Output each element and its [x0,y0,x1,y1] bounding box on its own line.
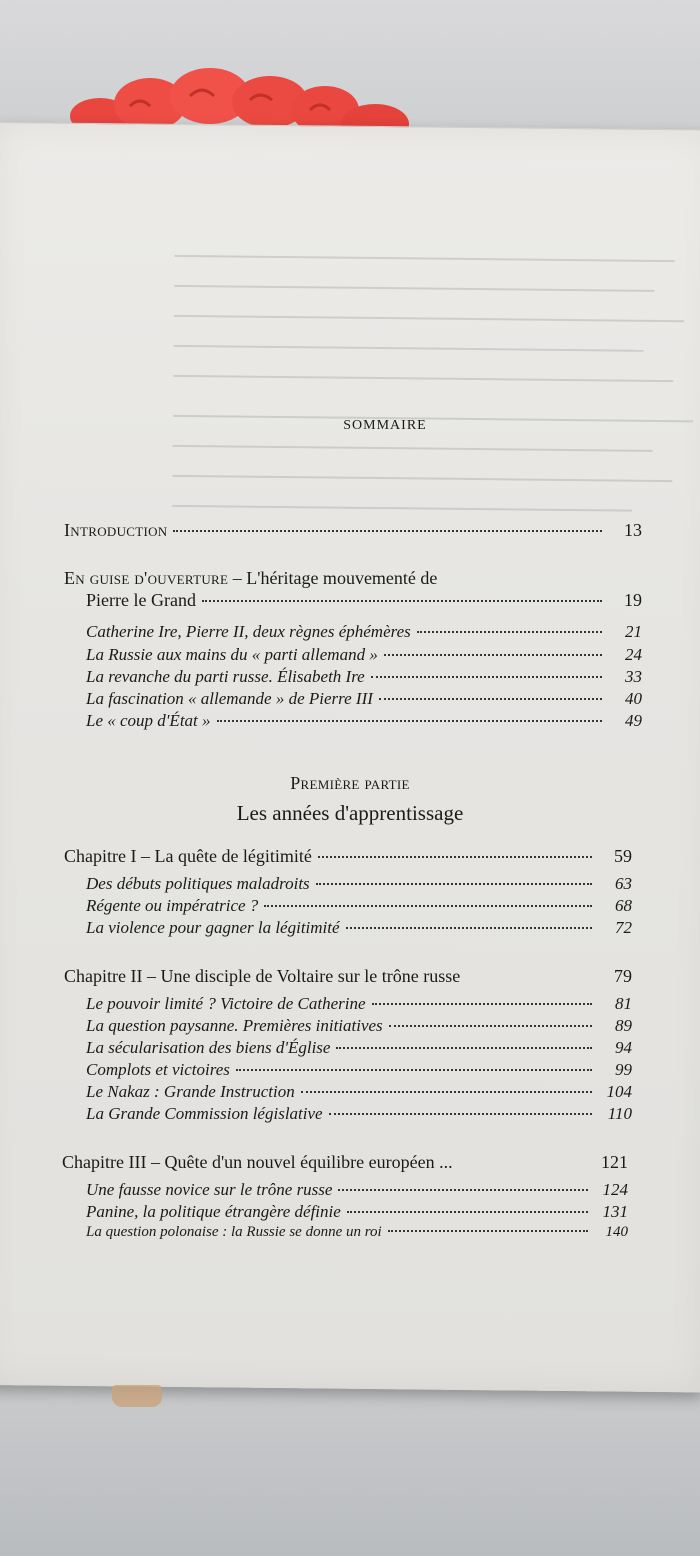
entry-page: 104 [606,1082,632,1101]
entry-label: Chapitre I – La quête de légitimité [64,846,312,866]
ouverture-prefix: En guise d'ouverture [64,568,229,588]
entry-label: La Grande Commission législative [86,1104,323,1123]
dot-leader [372,1003,592,1005]
dot-leader [264,905,592,907]
entry-label: Pierre le Grand [86,590,196,610]
entry-label: Panine, la politique étrangère définie [86,1202,341,1221]
dot-leader [173,530,602,532]
toc-chapter [64,966,632,987]
entry-label: Des débuts politiques maladroits [86,874,310,893]
entry-label: La Russie aux mains du « parti allemand » [86,645,378,664]
dot-leader [202,600,602,602]
entry-page: 49 [625,711,642,730]
dot-leader [316,883,592,885]
entry-label: Catherine Ire, Pierre II, deux règnes éphémères [86,622,411,641]
dot-leader [318,856,592,858]
toc-subentry [86,874,632,894]
dot-leader [336,1047,592,1049]
toc-subentry [86,1082,632,1102]
toc-chapter [64,846,632,867]
dot-leader [384,654,602,656]
toc-subentry [86,994,632,1014]
entry-page: 68 [615,896,632,915]
entry-label: Le « coup d'État » [86,711,211,730]
entry-page: 59 [614,846,632,866]
entry-label: Une fausse novice sur le trône russe [86,1180,333,1199]
entry-label: La sécularisation des biens d'Église [86,1038,331,1057]
entry-label: Régente ou impératrice ? [86,896,259,915]
dot-leader [338,1189,588,1191]
entry-page: 21 [625,622,642,641]
toc-subentry [86,896,632,916]
entry-page: 81 [615,994,632,1013]
dot-leader [347,1211,588,1213]
toc-subentry [86,622,642,642]
entry-label: La revanche du parti russe. Élisabeth Ire [86,667,365,686]
dot-leader [301,1091,592,1093]
entry-page: 63 [615,874,632,893]
toc-chapter [62,1152,628,1173]
entry-page: 72 [615,918,632,937]
part-title: Les années d'apprentissage [236,801,464,825]
entry-page: 121 [601,1152,628,1172]
entry-page: 131 [602,1202,628,1221]
dot-leader [389,1025,592,1027]
entry-label: Complots et victoires [86,1060,230,1079]
entry-label: La question paysanne. Premières initiatives [86,1016,383,1035]
entry-label: Le Nakaz : Grande Instruction [86,1082,295,1101]
dot-leader [346,927,592,929]
toc-subentry [86,1180,628,1200]
entry-page: 79 [614,966,632,986]
entry-page: 99 [615,1060,632,1079]
part-heading: Première partie [290,773,410,793]
toc-subentry [86,689,642,709]
dot-leader [236,1069,592,1071]
dot-leader [329,1113,592,1115]
toc-subentry [86,645,642,665]
entry-label: La violence pour gagner la légitimité [86,918,340,937]
entry-page: 89 [615,1016,632,1035]
dot-leader [388,1230,588,1232]
entry-page: 19 [624,590,642,610]
entry-label: Chapitre III – Quête d'un nouvel équilibre européen ... [62,1152,453,1172]
toc-entry-ouverture [86,590,642,611]
toc-subentry [86,711,642,731]
entry-label: Chapitre II – Une disciple de Voltaire sur le trône russe [64,966,461,986]
dot-leader [417,631,602,633]
entry-page: 110 [607,1104,632,1123]
toc-subentry [86,918,632,938]
ouverture-title-part1: – L'héritage mouvementé de [232,568,438,588]
entry-label: Introduction [64,520,168,540]
toc-subentry [86,1038,632,1058]
toc-heading: SOMMAIRE [343,418,427,433]
entry-page: 94 [615,1038,632,1057]
toc-subentry [86,1060,632,1080]
entry-page: 40 [625,689,642,708]
entry-page: 24 [625,645,642,664]
entry-page: 140 [605,1224,628,1240]
toc-subentry [86,1202,628,1222]
toc-subentry [86,1104,632,1124]
entry-label: Le pouvoir limité ? Victoire de Catherine [86,994,366,1013]
entry-page: 13 [624,520,642,540]
ouverture-title [64,568,437,589]
dot-leader [371,676,602,678]
dot-leader [217,720,602,722]
toc-subentry [86,667,642,687]
entry-label: La fascination « allemande » de Pierre III [86,689,373,708]
toc-subentry [86,1224,628,1241]
dot-leader [379,698,602,700]
toc-subentry [86,1016,632,1036]
entry-page: 33 [625,667,642,686]
toc-entry-introduction [64,520,642,541]
entry-page: 124 [602,1180,628,1199]
entry-label: La question polonaise : la Russie se donne un roi [86,1224,382,1240]
